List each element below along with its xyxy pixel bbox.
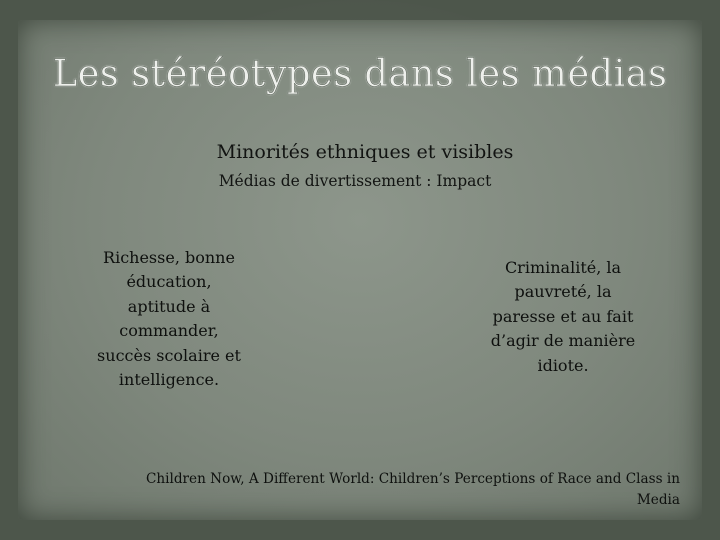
slide-title: Les stéréotypes dans les médias	[52, 52, 668, 95]
left-column-line: succès scolaire et	[97, 345, 241, 365]
right-column-line: idiote.	[537, 355, 589, 375]
right-column-line: paresse et au fait	[492, 306, 634, 326]
left-column-text	[82, 246, 256, 392]
left-column-line: commander,	[119, 321, 219, 341]
citation-line: Media	[636, 491, 680, 508]
citation-line: Children Now, A Different World: Children’s Perceptions of Race and Class in	[146, 471, 680, 487]
right-column-line: pauvreté, la	[514, 282, 612, 302]
slide-subsubtitle: Médias de divertissement : Impact	[218, 172, 492, 190]
slide-subtitle: Minorités ethniques et visibles	[216, 141, 514, 163]
left-column-line: aptitude à	[127, 296, 211, 316]
right-column-text	[474, 256, 652, 378]
right-column-line: Criminalité, la	[504, 258, 622, 277]
citation-text	[90, 469, 680, 510]
left-column-line: intelligence.	[118, 370, 220, 390]
right-column-line: d’agir de manière	[490, 331, 636, 351]
left-column-line: Richesse, bonne	[103, 248, 235, 267]
left-column-line: éducation,	[126, 272, 212, 292]
